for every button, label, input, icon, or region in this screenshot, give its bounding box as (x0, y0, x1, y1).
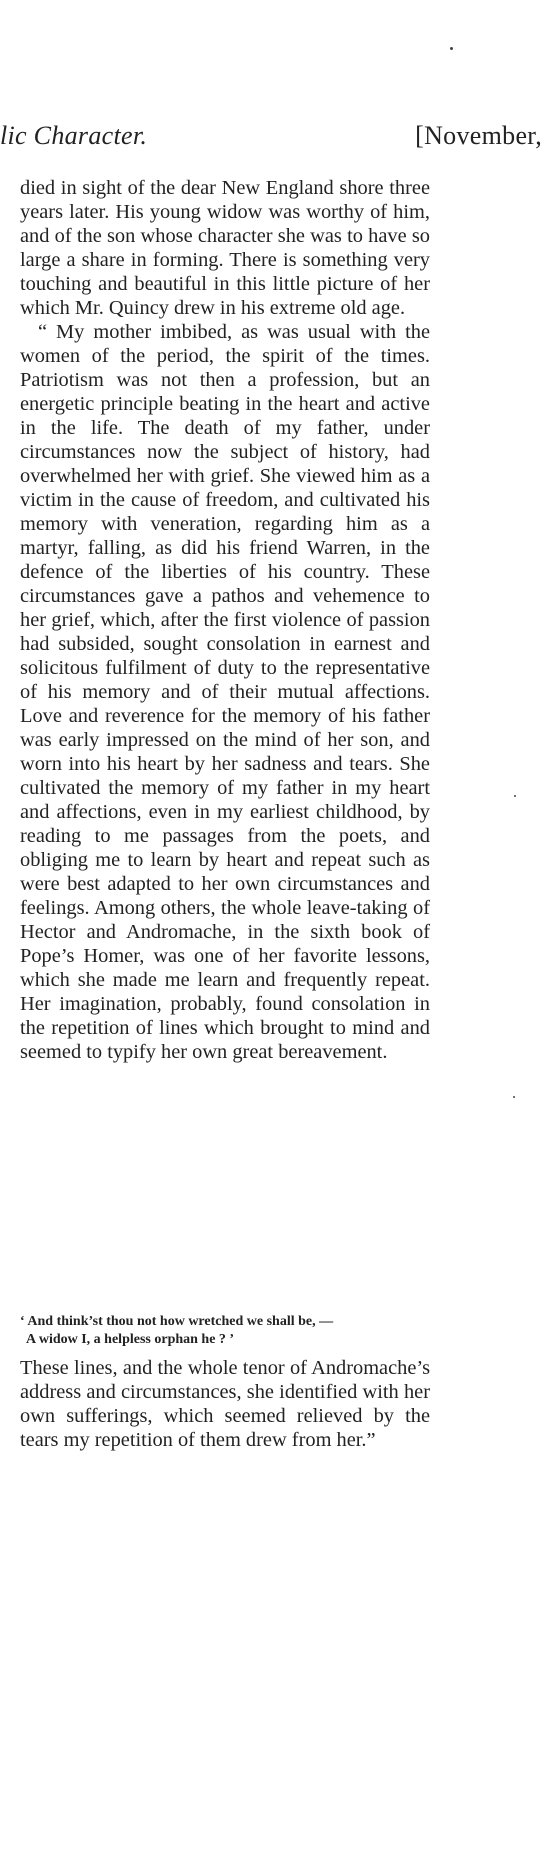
verse-line-1: ‘ And think’st thou not how wretched we shall be, — (20, 1314, 334, 1329)
running-header (0, 121, 552, 157)
paragraph-1: died in sight of the dear New England shore three years later. His young widow was worthy of him, and of the son whose character she was to have so large a share in forming. There is something very touching and beautiful in this little picture of her which Mr. Quincy drew in his extreme old age. (20, 177, 430, 319)
running-title: lic Character. (0, 121, 148, 150)
paper-speck (450, 47, 453, 50)
paper-speck (514, 795, 516, 797)
paragraph-2: “ My mother imbibed, as was usual with the women of the period, the spirit of the times. Patriotism was not then a profession, but an energetic principle beating in the heart and active in the life. The death of my father, under circumstances now the subject of history, had overwhelmed her with grief. She viewed him as a victim in the cause of freedom, and cultivated his memory with veneration, regarding him as a martyr, falling, as did his friend Warren, in the defence of the liberties of his country. These circumstances gave a pathos and vehemence to her grief, which, after the first violence of passion had subsided, sought consolation in earnest and solicitous fulfilment of duty to the representative of his memory and of their mutual affections. Love and reverence for the memory of his father was early impressed on the mind of her son, and worn into his heart by her sadness and tears. She cultivated the memory of my father in my heart and affections, even in my earliest childhood, by reading to me passages from the poets, and obliging me to learn by heart and repeat such as were best adapted to her own circumstances and feelings. Among others, the whole leave-taking of Hector and Andromache, in the sixth book of Pope’s Homer, was one of her favorite lessons, which she made me learn and frequently repeat. Her imagination, probably, found consolation in the repetition of lines which brought to mind and seemed to typify her own great bereavement. (20, 321, 430, 1063)
running-date: [November, (415, 121, 542, 150)
verse-line-2: A widow I, a helpless orphan he ? ’ (26, 1332, 235, 1347)
paragraph-3: These lines, and the whole tenor of Andromache’s address and circumstances, she identified with her own sufferings, which seemed relieved by the tears my repetition of them drew from her.” (20, 1357, 430, 1451)
closing-paragraph-block (20, 1356, 430, 1452)
verse-quotation (20, 1313, 430, 1349)
article-body (20, 176, 430, 1064)
paper-speck (513, 1096, 515, 1098)
